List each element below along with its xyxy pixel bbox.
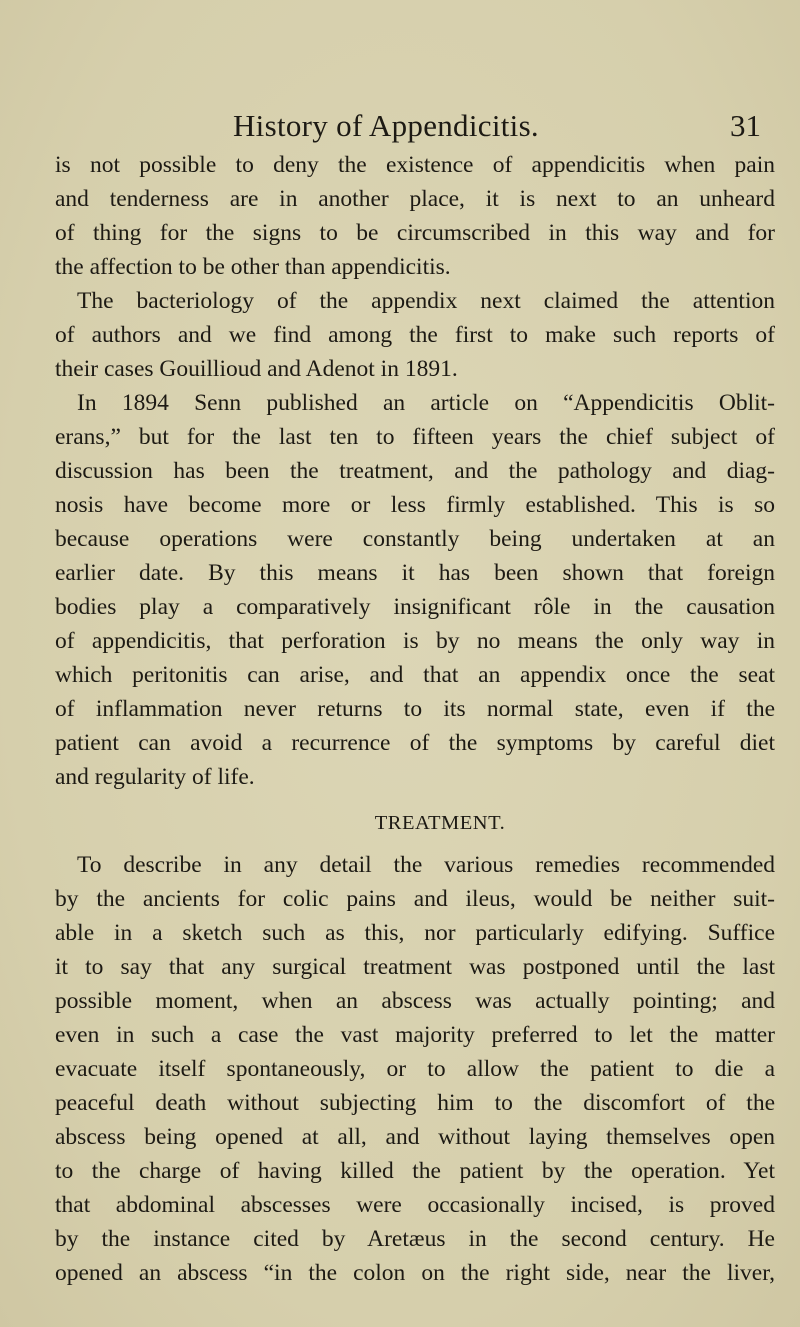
text-line: to the charge of having killed the patient by the operation. Yet (55, 1158, 775, 1184)
text-line: of inflammation never returns to its normal state, even if the (55, 696, 775, 722)
text-line: able in a sketch such as this, nor particularly edifying. Suffice (55, 920, 775, 946)
text-line: that abdominal abscesses were occasionally incised, is proved (55, 1192, 775, 1218)
text-line: To describe in any detail the various remedies recommended (77, 852, 775, 878)
running-head-title: History of Appendicitis. (233, 108, 539, 143)
text-line: erans,” but for the last ten to fifteen years the chief subject of (55, 424, 775, 450)
text-line: evacuate itself spontaneously, or to allow the patient to die a (55, 1056, 775, 1082)
page-body (55, 148, 775, 1290)
text-line: is not possible to deny the existence of appendicitis when pain (55, 152, 775, 178)
text-line: The bacteriology of the appendix next claimed the attention (77, 288, 775, 314)
text-line: because operations were constantly being undertaken at an (55, 526, 775, 552)
text-line: and regularity of life. (55, 764, 255, 790)
text-line: nosis have become more or less firmly established. This is so (55, 492, 775, 518)
text-line: discussion has been the treatment, and the pathology and diag- (55, 458, 775, 484)
text-line: of appendicitis, that perforation is by no means the only way in (55, 628, 775, 654)
text-line: opened an abscess “in the colon on the right side, near the liver, (55, 1260, 775, 1286)
text-line: by the ancients for colic pains and ileus, would be neither suit- (55, 886, 775, 912)
text-line: In 1894 Senn published an article on “Appendicitis Oblit- (77, 390, 775, 416)
text-line: which peritonitis can arise, and that an appendix once the seat (55, 662, 775, 688)
text-line: earlier date. By this means it has been shown that foreign (55, 560, 775, 586)
text-line: of authors and we find among the first to make such reports of (55, 322, 775, 348)
text-line: it to say that any surgical treatment was postponed until the last (55, 954, 775, 980)
text-line: their cases Gouillioud and Adenot in 1891. (55, 356, 458, 382)
text-line: the affection to be other than appendicitis. (55, 254, 451, 280)
running-head (0, 108, 800, 148)
text-line: abscess being opened at all, and without laying themselves open (55, 1124, 775, 1150)
text-line: of thing for the signs to be circumscribed in this way and for (55, 220, 775, 246)
section-heading: TREATMENT. (374, 812, 506, 834)
text-line: by the instance cited by Aretæus in the second century. He (55, 1226, 775, 1252)
text-line: even in such a case the vast majority preferred to let the matter (55, 1022, 775, 1048)
text-line: peaceful death without subjecting him to the discomfort of the (55, 1090, 775, 1116)
text-line: patient can avoid a recurrence of the symptoms by careful diet (55, 730, 775, 756)
text-line: and tenderness are in another place, it is next to an unheard (55, 186, 775, 212)
text-line: bodies play a comparatively insignificant rôle in the causation (55, 594, 775, 620)
text-line: possible moment, when an abscess was actually pointing; and (55, 988, 775, 1014)
page-number: 31 (730, 108, 761, 143)
